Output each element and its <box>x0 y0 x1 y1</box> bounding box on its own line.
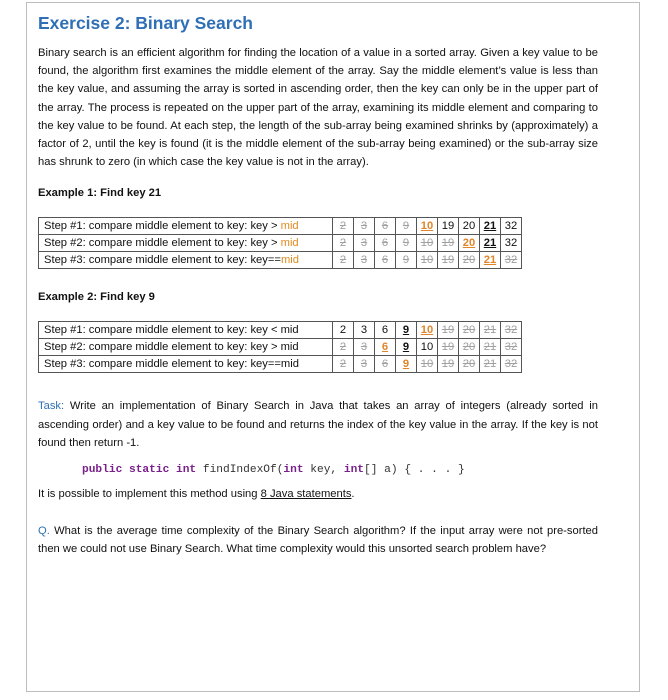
intro-paragraph: Binary search is an efficient algorithm for finding the location of a value in a sorted array. Given a key value to be found, the algorithm first examines the middle element of the array. Say the middle element’s value is less than the key value, and assuming the array is sorted in ascending order, then the key can only be in the upper part of the array. The process is repeated on the upper part of the array, examining its middle element and comparing to the key value to be found. At each step, the length of the sub-array being examined shrinks by (approximately) a factor of 2, until the key is found (it is the middle element of the sub-array being examined) or the sub-array size has shrunk to zero (in which case the key value is not in the array). <box>38 47 598 169</box>
array-cell: 19 <box>438 322 459 339</box>
array-cell: 10 <box>417 339 438 356</box>
array-cell: 2 <box>333 235 354 252</box>
array-cell: 6 <box>375 235 396 252</box>
array-cell: 9 <box>396 339 417 356</box>
array-cell: 19 <box>438 235 459 252</box>
mid-word: mid <box>280 254 299 267</box>
step-description <box>39 322 333 339</box>
step-description <box>39 218 333 235</box>
example-1-label: Example 1: Find key 21 <box>38 187 162 200</box>
step-row <box>39 322 522 339</box>
array-cell: 20 <box>459 339 480 356</box>
array-cell: 2 <box>333 218 354 235</box>
array-cell: 20 <box>459 322 480 339</box>
code-param-key: key, <box>303 464 344 477</box>
mid-word: mid <box>280 237 299 250</box>
array-cell: 21 <box>480 252 501 269</box>
step-description <box>39 339 333 356</box>
array-cell: 10 <box>417 218 438 235</box>
array-cell: 9 <box>396 218 417 235</box>
array-cell: 2 <box>333 356 354 373</box>
step-text: Step #1: compare middle element to key: key < mid <box>44 324 299 337</box>
array-cell: 9 <box>396 252 417 269</box>
array-cell: 21 <box>480 322 501 339</box>
array-cell: 6 <box>375 252 396 269</box>
array-cell: 20 <box>459 218 480 235</box>
step-description <box>39 235 333 252</box>
array-cell: 21 <box>480 356 501 373</box>
statement-count: 8 Java statements <box>260 488 352 501</box>
step-row <box>39 356 522 373</box>
array-cell: 32 <box>501 252 522 269</box>
example-1-table <box>38 217 522 269</box>
example-2-label: Example 2: Find key 9 <box>38 291 155 304</box>
array-cell: 19 <box>438 356 459 373</box>
array-cell: 6 <box>375 356 396 373</box>
array-cell: 20 <box>459 252 480 269</box>
array-cell: 3 <box>354 339 375 356</box>
statement-prefix: It is possible to implement this method using <box>38 488 261 501</box>
array-cell: 21 <box>480 235 501 252</box>
array-cell: 10 <box>417 322 438 339</box>
step-text: Step #3: compare middle element to key: key==mid <box>44 358 299 371</box>
method-signature <box>82 464 598 476</box>
code-param-array: [] a) { . . . } <box>364 464 465 477</box>
code-keyword-modifiers: public static int <box>82 464 197 477</box>
question-paragraph <box>38 522 598 558</box>
array-cell: 9 <box>396 322 417 339</box>
example-2-table <box>38 321 522 373</box>
array-cell: 10 <box>417 252 438 269</box>
step-description <box>39 356 333 373</box>
step-description <box>39 252 333 269</box>
document-content <box>38 13 598 558</box>
array-cell: 32 <box>501 322 522 339</box>
step-text: Step #3: compare middle element to key: key== <box>44 254 281 267</box>
step-row <box>39 339 522 356</box>
array-cell: 2 <box>333 252 354 269</box>
task-paragraph <box>38 397 598 452</box>
page-title: Exercise 2: Binary Search <box>38 13 253 33</box>
question-text: What is the average time complexity of the Binary Search algorithm? If the input array were not pre-sorted then we could not use Binary Search. What time complexity would this unsorted search problem have? <box>38 525 598 556</box>
array-cell: 19 <box>438 218 459 235</box>
step-text: Step #2: compare middle element to key: key > mid <box>44 341 299 354</box>
statement-count-note <box>38 488 598 500</box>
array-cell: 3 <box>354 235 375 252</box>
array-cell: 3 <box>354 322 375 339</box>
code-keyword-int-1: int <box>283 464 304 477</box>
array-cell: 6 <box>375 218 396 235</box>
statement-suffix: . <box>351 488 355 501</box>
task-label: Task: <box>38 400 65 413</box>
array-cell: 9 <box>396 235 417 252</box>
step-row <box>39 235 522 252</box>
array-cell: 19 <box>438 252 459 269</box>
array-cell: 32 <box>501 356 522 373</box>
array-cell: 2 <box>333 322 354 339</box>
document-page <box>26 2 640 692</box>
array-cell: 21 <box>480 339 501 356</box>
step-text: Step #2: compare middle element to key: key > <box>44 237 281 250</box>
array-cell: 10 <box>417 235 438 252</box>
question-label: Q. <box>38 525 50 538</box>
array-cell: 10 <box>417 356 438 373</box>
array-cell: 20 <box>459 356 480 373</box>
array-cell: 2 <box>333 339 354 356</box>
array-cell: 6 <box>375 339 396 356</box>
array-cell: 6 <box>375 322 396 339</box>
array-cell: 3 <box>354 356 375 373</box>
array-cell: 9 <box>396 356 417 373</box>
step-text: Step #1: compare middle element to key: key > <box>44 220 281 233</box>
code-method-name: findIndexOf( <box>196 464 284 477</box>
array-cell: 32 <box>501 235 522 252</box>
array-cell: 3 <box>354 252 375 269</box>
array-cell: 3 <box>354 218 375 235</box>
step-row <box>39 252 522 269</box>
mid-word: mid <box>280 220 299 233</box>
array-cell: 32 <box>501 218 522 235</box>
array-cell: 19 <box>438 339 459 356</box>
array-cell: 20 <box>459 235 480 252</box>
step-row <box>39 218 522 235</box>
array-cell: 21 <box>480 218 501 235</box>
task-text: Write an implementation of Binary Search in Java that takes an array of integers (already sorted in ascending order) and a key value to be found and returns the index of the key value in the array. If the key is not found then return -1. <box>38 400 598 449</box>
code-keyword-int-2: int <box>343 464 365 477</box>
array-cell: 32 <box>501 339 522 356</box>
